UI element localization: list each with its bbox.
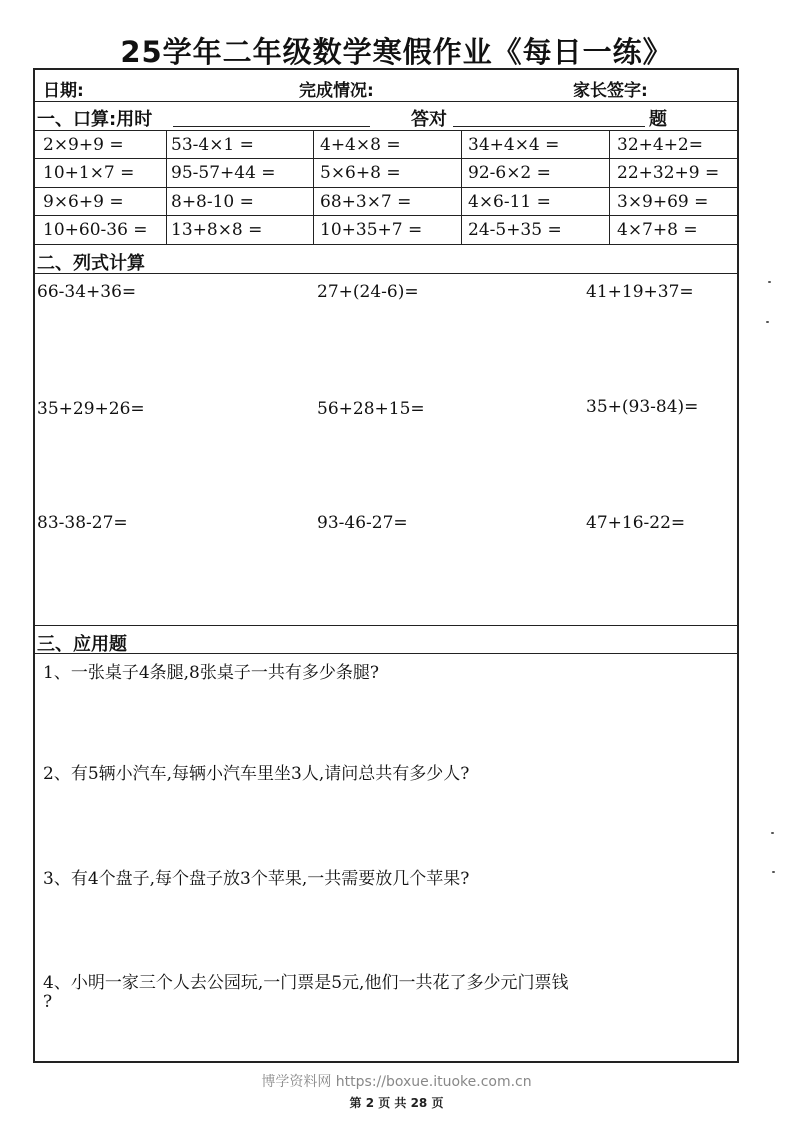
oral-item: 53-4×1 = bbox=[171, 135, 254, 155]
oral-item: 68+3×7 = bbox=[320, 192, 412, 212]
page-title: 25学年二年级数学寒假作业《每日一练》 bbox=[120, 35, 673, 69]
section2-heading: 二、列式计算 bbox=[37, 253, 145, 274]
date-label: 日期: bbox=[43, 81, 84, 101]
correct-blank bbox=[453, 126, 645, 127]
divider bbox=[313, 130, 314, 244]
status-label: 完成情况: bbox=[299, 81, 374, 101]
worksheet bbox=[33, 68, 739, 1063]
divider bbox=[35, 158, 737, 159]
oral-item: 9×6+9 = bbox=[43, 192, 124, 212]
oral-item: 95-57+44 = bbox=[171, 163, 276, 183]
oral-item: 3×9+69 = bbox=[617, 192, 709, 212]
oral-item: 8+8-10 = bbox=[171, 192, 254, 212]
time-blank bbox=[173, 126, 370, 127]
oral-item: 10+1×7 = bbox=[43, 163, 135, 183]
calc-problem: 35+29+26= bbox=[37, 399, 145, 419]
oral-item: 4+4×8 = bbox=[320, 135, 401, 155]
oral-item: 24-5+35 = bbox=[468, 220, 562, 240]
page-number: 第 2 页 共 28 页 bbox=[349, 1096, 444, 1110]
divider bbox=[35, 625, 737, 626]
divider bbox=[35, 653, 737, 654]
watermark: 博学资料网 https://boxue.ituoke.com.cn bbox=[261, 1074, 532, 1090]
calc-problem: 93-46-27= bbox=[317, 513, 408, 533]
oral-item: 5×6+8 = bbox=[320, 163, 401, 183]
calc-problem: 56+28+15= bbox=[317, 399, 425, 419]
oral-item: 10+35+7 = bbox=[320, 220, 423, 240]
oral-item: 92-6×2 = bbox=[468, 163, 551, 183]
correct-label: 答对 bbox=[411, 109, 447, 130]
oral-item: 4×7+8 = bbox=[617, 220, 698, 240]
oral-item: 2×9+9 = bbox=[43, 135, 124, 155]
divider bbox=[35, 215, 737, 216]
section1-heading: 一、口算:用时 bbox=[37, 109, 153, 130]
divider bbox=[35, 101, 737, 102]
divider bbox=[35, 273, 737, 274]
word-problem: 3、有4个盘子,每个盘子放3个苹果,一共需要放几个苹果? bbox=[43, 869, 470, 889]
calc-problem: 83-38-27= bbox=[37, 513, 128, 533]
scan-speck bbox=[772, 871, 775, 873]
unit-label: 题 bbox=[649, 109, 667, 130]
divider bbox=[35, 130, 737, 131]
word-problem: 1、一张桌子4条腿,8张桌子一共有多少条腿? bbox=[43, 663, 379, 683]
divider bbox=[166, 130, 167, 244]
oral-item: 4×6-11 = bbox=[468, 192, 551, 212]
calc-problem: 41+19+37= bbox=[586, 282, 694, 302]
scan-speck bbox=[768, 281, 771, 283]
scan-speck bbox=[771, 832, 774, 834]
divider bbox=[609, 130, 610, 244]
word-problem: 2、有5辆小汽车,每辆小汽车里坐3人,请问总共有多少人? bbox=[43, 764, 470, 784]
oral-item: 10+60-36 = bbox=[43, 220, 148, 240]
divider bbox=[461, 130, 462, 244]
oral-item: 34+4×4 = bbox=[468, 135, 560, 155]
calc-problem: 35+(93-84)= bbox=[586, 397, 699, 417]
divider bbox=[35, 244, 737, 245]
divider bbox=[35, 187, 737, 188]
oral-item: 32+4+2= bbox=[617, 135, 703, 155]
parent-signature-label: 家长签字: bbox=[573, 81, 648, 101]
oral-item: 13+8×8 = bbox=[171, 220, 263, 240]
scan-speck bbox=[766, 321, 769, 323]
word-problem-wrap: ? bbox=[43, 992, 53, 1012]
section3-heading: 三、应用题 bbox=[37, 634, 127, 655]
calc-problem: 27+(24-6)= bbox=[317, 282, 419, 302]
word-problem: 4、小明一家三个人去公园玩,一门票是5元,他们一共花了多少元门票钱 bbox=[43, 973, 569, 993]
oral-item: 22+32+9 = bbox=[617, 163, 720, 183]
calc-problem: 66-34+36= bbox=[37, 282, 137, 302]
calc-problem: 47+16-22= bbox=[586, 513, 686, 533]
